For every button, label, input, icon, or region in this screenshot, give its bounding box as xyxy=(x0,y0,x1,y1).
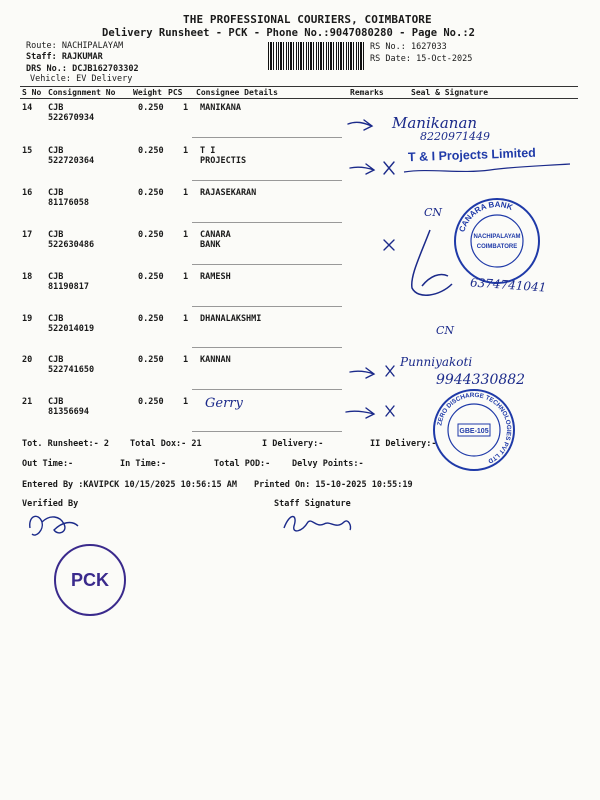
verified-by-label: Verified By xyxy=(22,499,79,509)
row-consignment: CJB 81356694 xyxy=(48,397,89,417)
row-weight: 0.250 xyxy=(138,103,164,113)
row-pcs: 1 xyxy=(183,146,189,156)
drs-label: DRS No.: xyxy=(26,64,67,74)
row-consignment: CJB 522630486 xyxy=(48,230,95,250)
ii-delivery: II Delivery:- xyxy=(370,439,437,449)
rs-no-value: 1627033 xyxy=(410,42,447,52)
row-weight: 0.250 xyxy=(138,397,164,407)
staff-value: RAJKUMAR xyxy=(61,52,103,62)
route-value: NACHIPALAYAM xyxy=(61,41,124,51)
row-pcs: 1 xyxy=(183,397,189,407)
row-weight: 0.250 xyxy=(138,188,164,198)
rs-date-row xyxy=(370,54,472,64)
rs-date-value: 15-Oct-2025 xyxy=(416,54,473,64)
staff-signature-label: Staff Signature xyxy=(274,499,351,509)
drs-row xyxy=(26,64,139,74)
row-sno: 14 xyxy=(22,103,33,113)
row-weight: 0.250 xyxy=(138,355,164,365)
row-consignment: CJB 522670934 xyxy=(48,103,95,123)
row-consignee: T I PROJECTIS xyxy=(200,146,247,166)
delvy-points: Delvy Points:- xyxy=(292,459,364,469)
remarks-ink-marks xyxy=(340,110,400,430)
row-weight: 0.250 xyxy=(138,272,164,282)
staff-label: Staff: xyxy=(26,52,57,62)
route-label: Route: xyxy=(26,41,57,51)
rs-no-label: RS No.: xyxy=(370,42,406,52)
row-separator xyxy=(192,306,342,307)
entered-by: Entered By :KAVIPCK 10/15/2025 10:56:15 AM xyxy=(22,480,237,490)
staff-signature-scribble xyxy=(280,508,356,538)
row-weight: 0.250 xyxy=(138,146,164,156)
pck-seal xyxy=(52,542,128,618)
row-sno: 19 xyxy=(22,314,33,324)
pck-seal-text: PCK xyxy=(70,570,110,590)
row-consignment: CJB 522720364 xyxy=(48,146,95,166)
row-consignee: MANIKANA xyxy=(200,103,241,113)
row-separator xyxy=(192,222,342,223)
col-weight: Weight xyxy=(133,88,162,97)
row-consignment: CJB 81190817 xyxy=(48,272,89,292)
row-pcs: 1 xyxy=(183,355,189,365)
total-dox: Total Dox:- 21 xyxy=(130,439,202,449)
ti-projects-signature xyxy=(400,160,580,182)
drs-value: DCJB162703302 xyxy=(72,64,139,74)
row-consignment: CJB 81176058 xyxy=(48,188,89,208)
col-sno: S No xyxy=(22,88,42,97)
hw-row17-phone: 6374741041 xyxy=(469,275,547,295)
row-separator xyxy=(192,347,342,348)
row-weight: 0.250 xyxy=(138,314,164,324)
row-consignee: RAMESH xyxy=(200,272,231,282)
in-time: In Time:- xyxy=(120,459,167,469)
zero-discharge-stamp xyxy=(432,388,516,472)
hw-cn-mark-1: CN xyxy=(424,206,443,219)
row-consignment: CJB 522014019 xyxy=(48,314,95,334)
row-sno: 16 xyxy=(22,188,33,198)
printed-on: Printed On: 15-10-2025 10:55:19 xyxy=(254,480,413,490)
row-sno: 15 xyxy=(22,146,33,156)
col-pcs: PCS xyxy=(168,88,183,97)
hw-cn-mark-2: CN xyxy=(436,324,455,337)
table-top-rule xyxy=(20,86,578,87)
row-consignee: CANARA BANK xyxy=(200,230,231,250)
row-sno: 18 xyxy=(22,272,33,282)
total-pod: Total POD:- xyxy=(214,459,271,469)
vehicle-row xyxy=(30,74,132,84)
row-consignee: KANNAN xyxy=(200,355,231,365)
hw-row21-note: Gerry xyxy=(205,396,243,411)
rs-no-row xyxy=(370,42,447,52)
rs-date-label: RS Date: xyxy=(370,54,411,64)
col-consignee: Consignee Details xyxy=(196,88,278,97)
row-separator xyxy=(192,180,342,181)
col-remarks: Remarks xyxy=(350,88,384,97)
route-row xyxy=(26,41,123,51)
ti-projects-stamp: T & I Projects Limited xyxy=(407,145,537,165)
canara-stamp-text: CANARA BANK xyxy=(457,199,514,234)
hw-row20-phone: 9944330882 xyxy=(436,372,526,388)
row-consignment: CJB 522741650 xyxy=(48,355,95,375)
company-title: THE PROFESSIONAL COURIERS, COIMBATORE xyxy=(183,13,432,26)
zero-discharge-text: ZERO DISCHARGE TECHNOLOGIES PVT LTD xyxy=(436,391,513,465)
row-sno: 17 xyxy=(22,230,33,240)
hw-row20-name: Punniyakoti xyxy=(400,355,473,369)
row-pcs: 1 xyxy=(183,230,189,240)
col-consignment: Consignment No xyxy=(48,88,116,97)
hw-row14-phone: 8220971449 xyxy=(420,130,490,143)
zero-discharge-code: GBE-105 xyxy=(459,428,489,435)
canara-stamp-branch: NACHIPALAYAM xyxy=(473,234,521,240)
row-sno: 20 xyxy=(22,355,33,365)
vehicle-value: EV Delivery xyxy=(76,74,133,84)
row-weight: 0.250 xyxy=(138,230,164,240)
row17-signature-scribble xyxy=(400,226,470,306)
row-consignee: RAJASEKARAN xyxy=(200,188,257,198)
row-consignee: DHANALAKSHMI xyxy=(200,314,262,324)
row-pcs: 1 xyxy=(183,314,189,324)
vehicle-label: Vehicle: xyxy=(30,74,71,84)
verified-by-signature xyxy=(24,506,84,542)
row-separator xyxy=(192,137,342,138)
col-seal-signature: Seal & Signature xyxy=(411,88,489,97)
out-time: Out Time:- xyxy=(22,459,74,469)
row-pcs: 1 xyxy=(183,188,189,198)
table-header-rule xyxy=(20,98,578,99)
row-separator xyxy=(192,431,342,432)
hw-row14-name: Manikanan xyxy=(392,114,478,132)
row-pcs: 1 xyxy=(183,103,189,113)
row-separator xyxy=(192,264,342,265)
staff-row xyxy=(26,52,103,62)
i-delivery: I Delivery:- xyxy=(262,439,324,449)
row-separator xyxy=(192,389,342,390)
row-pcs: 1 xyxy=(183,272,189,282)
canara-stamp-city: COIMBATORE xyxy=(476,244,518,250)
runsheet-subtitle: Delivery Runsheet - PCK - Phone No.:9047080280 - Page No.:2 xyxy=(102,27,475,39)
tot-runsheet: Tot. Runsheet:- 2 xyxy=(22,439,109,449)
row-sno: 21 xyxy=(22,397,33,407)
barcode xyxy=(268,42,366,70)
